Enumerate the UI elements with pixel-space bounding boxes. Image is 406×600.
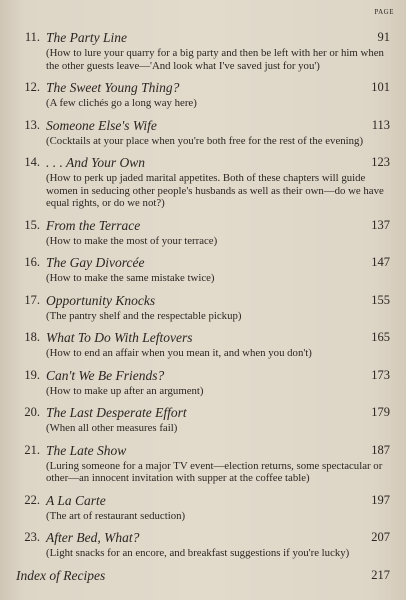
chapter-description: (How to make the most of your terrace)	[46, 234, 218, 247]
chapter-description: (The pantry shelf and the respectable pickup)	[46, 309, 242, 322]
chapter-description: (Luring someone for a major TV event—election returns, some spectacular or other—an innocent invitation with supper at the coffee table)	[46, 459, 383, 484]
chapter-title: The Gay Divorcée	[46, 255, 145, 270]
toc-entry	[16, 30, 390, 72]
chapter-number: 13.	[24, 117, 40, 132]
chapter-page-number: 101	[371, 80, 390, 94]
chapter-description: (How to lure your quarry for a big party and then be left with her or him when the other guests leave—'And look what I've saved just for you')	[46, 47, 384, 72]
chapter-title: Can't We Be Friends?	[46, 367, 165, 383]
chapter-number: 22.	[24, 492, 40, 507]
toc-entry	[16, 155, 390, 210]
index-title: Index of Recipes	[16, 567, 106, 583]
chapter-number: 12.	[24, 80, 40, 94]
chapter-description: (Light snacks for an encore, and breakfast suggestions if you're lucky)	[46, 547, 350, 559]
chapter-page-number: 187	[371, 442, 390, 457]
chapter-number: 16.	[24, 255, 40, 269]
chapter-title: A La Carte	[46, 492, 106, 508]
chapter-description: (Cocktails at your place when you're both free for the rest of the evening)	[46, 134, 364, 147]
table-of-contents	[0, 30, 406, 586]
toc-entry	[16, 405, 390, 435]
chapter-page-number: 91	[377, 30, 390, 44]
toc-entry-heading	[16, 493, 390, 511]
index-page-number: 217	[371, 567, 390, 582]
chapter-number: 18.	[24, 330, 40, 344]
chapter-title: The Party Line	[46, 30, 127, 45]
toc-entry	[16, 368, 390, 398]
chapter-title: What To Do With Leftovers	[46, 330, 193, 345]
toc-entry-heading	[16, 443, 390, 461]
chapter-title: . . . And Your Own	[46, 155, 146, 170]
chapter-number: 19.	[24, 367, 40, 382]
toc-index-heading	[16, 568, 390, 586]
chapter-number: 11.	[24, 30, 40, 44]
chapter-description: (How to perk up jaded marital appetites. Both of these chapters will guide women in seducing other people's husbands as well as their own—do we have equal rights, or do we not?)	[46, 172, 384, 209]
toc-entry-heading	[16, 155, 390, 173]
toc-entry-heading	[16, 330, 390, 348]
chapter-page-number: 173	[371, 367, 390, 382]
toc-entry-heading	[16, 530, 390, 548]
chapter-number: 23.	[24, 530, 40, 544]
chapter-page-number: 155	[371, 292, 390, 307]
chapter-page-number: 165	[371, 330, 390, 344]
toc-entry-heading	[16, 218, 390, 236]
chapter-title: Someone Else's Wife	[46, 117, 157, 133]
toc-entry-heading	[16, 255, 390, 273]
chapter-number: 17.	[24, 292, 40, 307]
toc-entry	[16, 118, 390, 148]
toc-entry	[16, 218, 390, 248]
chapter-title: The Last Desperate Effort	[46, 405, 187, 420]
toc-entry	[16, 493, 390, 523]
toc-entry-heading	[16, 368, 390, 386]
toc-entry	[16, 80, 390, 110]
chapter-page-number: 179	[371, 405, 390, 419]
chapter-description: (When all other measures fail)	[46, 422, 178, 434]
toc-entry	[16, 443, 390, 485]
chapter-number: 20.	[24, 405, 40, 419]
toc-entry	[16, 530, 390, 560]
chapter-description: (How to make up after an argument)	[46, 384, 204, 397]
chapter-description: (A few clichés go a long way here)	[46, 97, 197, 109]
chapter-number: 14.	[24, 155, 40, 169]
chapter-number: 15.	[24, 217, 40, 232]
chapter-page-number: 137	[371, 217, 390, 232]
toc-entry-heading	[16, 118, 390, 136]
toc-index-entry	[16, 568, 390, 586]
chapter-page-number: 207	[371, 530, 390, 544]
page-column-label: PAGE	[374, 8, 394, 16]
toc-entry-heading	[16, 80, 390, 98]
toc-entry	[16, 330, 390, 360]
toc-entry	[16, 255, 390, 285]
chapter-title: After Bed, What?	[46, 530, 140, 545]
chapter-page-number: 197	[371, 492, 390, 507]
chapter-description: (How to end an affair when you mean it, and when you don't)	[46, 347, 312, 359]
chapter-title: The Late Show	[46, 442, 127, 458]
toc-entry-heading	[16, 30, 390, 48]
toc-entry-heading	[16, 293, 390, 311]
chapter-page-number: 113	[371, 117, 390, 132]
chapter-title: The Sweet Young Thing?	[46, 80, 180, 95]
toc-entry	[16, 293, 390, 323]
chapter-description: (The art of restaurant seduction)	[46, 509, 186, 522]
toc-entry-heading	[16, 405, 390, 423]
chapter-description: (How to make the same mistake twice)	[46, 272, 215, 284]
chapter-page-number: 123	[371, 155, 390, 169]
chapter-title: Opportunity Knocks	[46, 292, 156, 308]
chapter-number: 21.	[24, 442, 40, 457]
chapter-page-number: 147	[371, 255, 390, 269]
chapter-title: From the Terrace	[46, 217, 141, 233]
